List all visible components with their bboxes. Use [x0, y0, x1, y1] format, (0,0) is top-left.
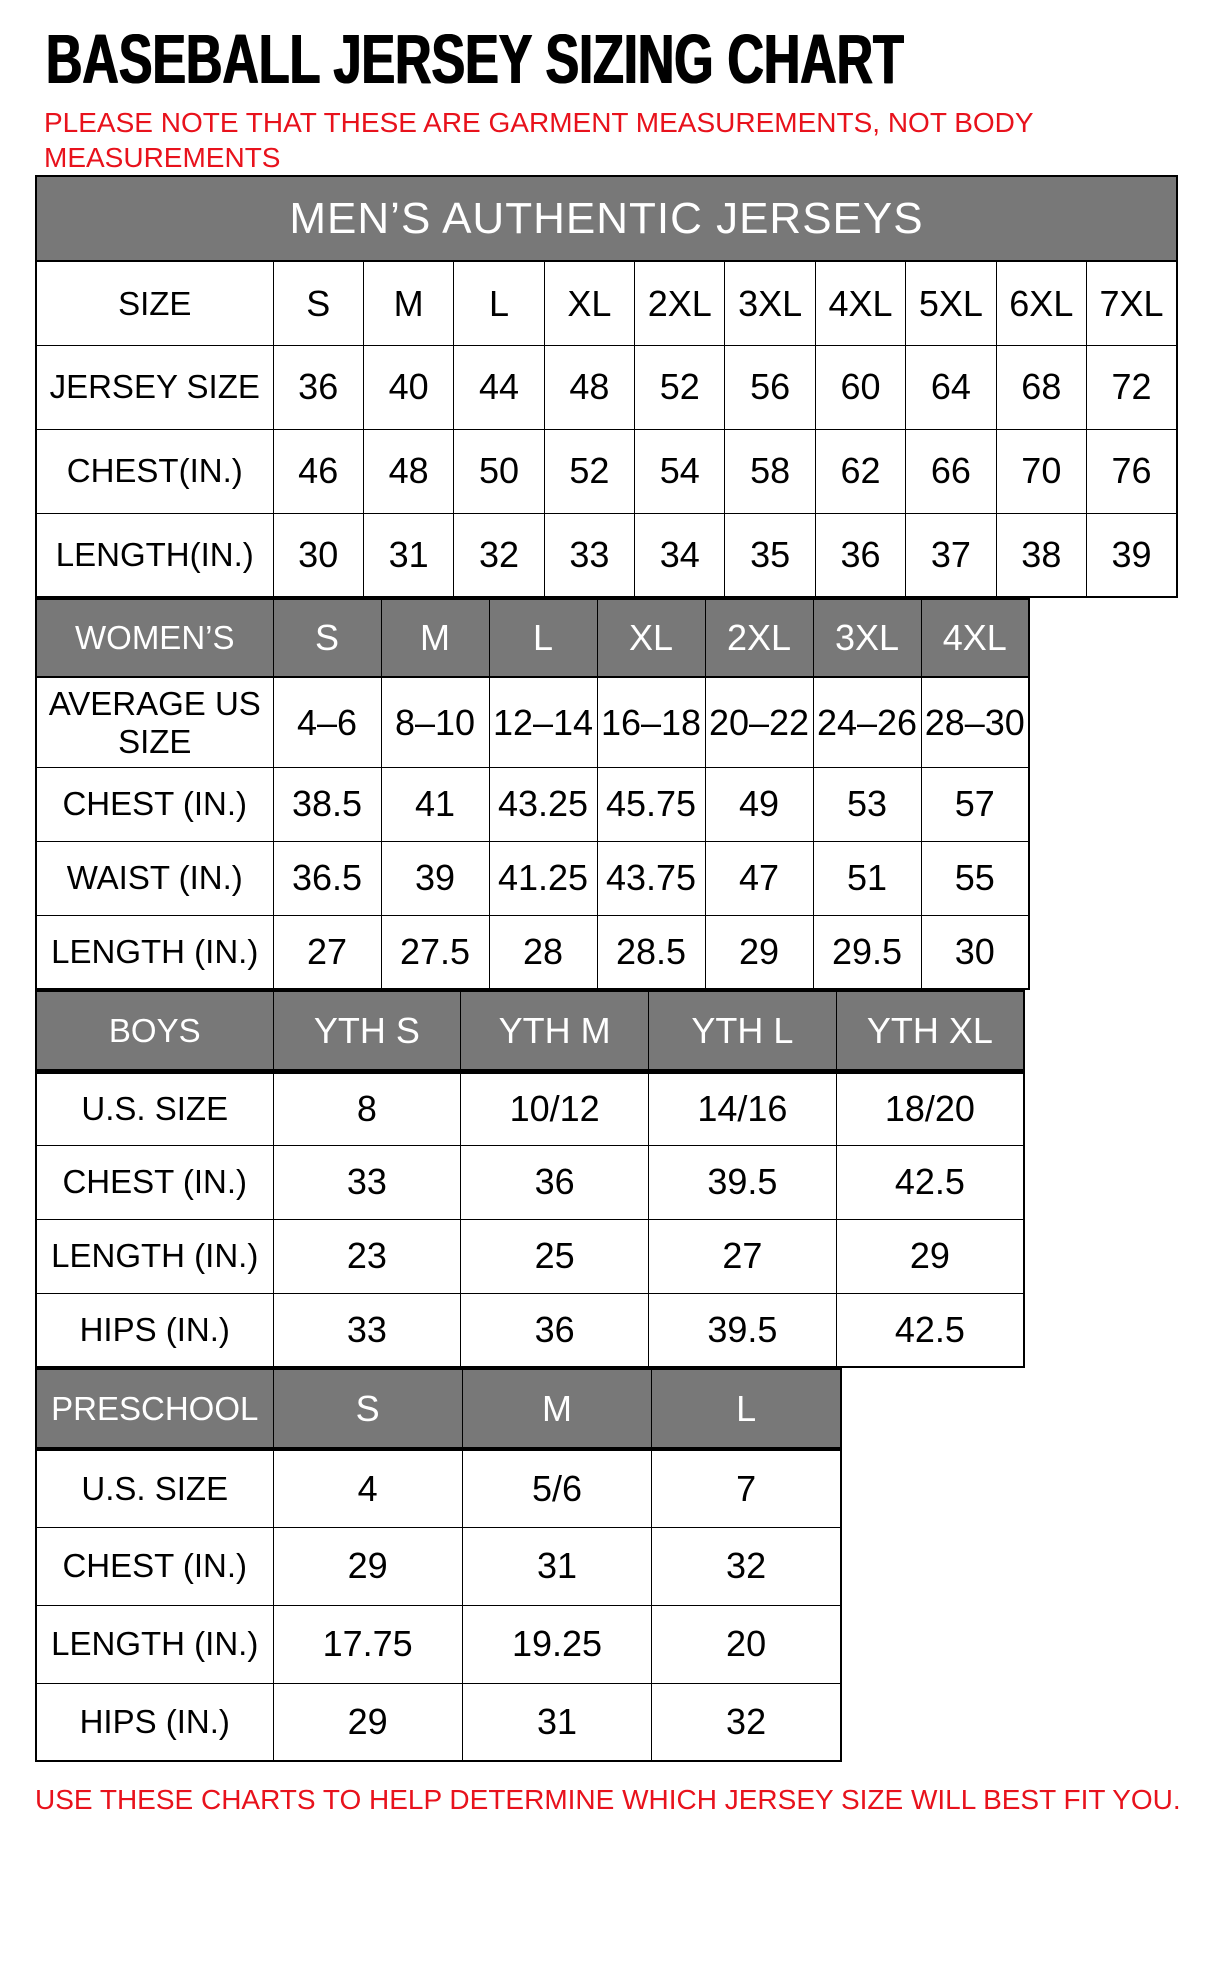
size-value-cell: 44	[454, 345, 544, 429]
size-value-cell: 29	[836, 1219, 1024, 1293]
size-value-cell: 70	[996, 429, 1086, 513]
column-header: YTH S	[273, 991, 461, 1071]
size-value-cell: 20–22	[705, 677, 813, 767]
size-value-cell: 16–18	[597, 677, 705, 767]
table-row	[36, 513, 1177, 597]
sizing-table-preschool	[35, 1368, 842, 1762]
size-value-cell: 25	[461, 1219, 649, 1293]
row-label: HIPS (IN.)	[36, 1293, 273, 1367]
size-value-cell: 60	[815, 345, 905, 429]
size-value-cell: 42.5	[836, 1293, 1024, 1367]
column-header: 3XL	[725, 261, 815, 345]
size-value-cell: 31	[462, 1683, 651, 1761]
garment-measurement-note: PLEASE NOTE THAT THESE ARE GARMENT MEASUREMENTS, NOT BODY MEASUREMENTS	[44, 107, 1034, 173]
sizing-table-womens	[35, 598, 1030, 990]
row-label: LENGTH (IN.)	[36, 915, 273, 989]
column-header: M	[381, 599, 489, 677]
size-value-cell: 32	[652, 1683, 841, 1761]
table-corner-label: SIZE	[36, 261, 273, 345]
table-title: MEN’S AUTHENTIC JERSEYS	[36, 176, 1177, 261]
table-row	[36, 1145, 1024, 1219]
row-label: CHEST(IN.)	[36, 429, 273, 513]
column-header: L	[489, 599, 597, 677]
size-value-cell: 14/16	[649, 1071, 837, 1145]
table-row	[36, 1527, 841, 1605]
size-value-cell: 30	[921, 915, 1029, 989]
size-value-cell: 58	[725, 429, 815, 513]
size-value-cell: 64	[906, 345, 996, 429]
size-value-cell: 50	[454, 429, 544, 513]
size-value-cell: 39.5	[649, 1293, 837, 1367]
table-row	[36, 677, 1029, 767]
size-value-cell: 12–14	[489, 677, 597, 767]
size-value-cell: 47	[705, 841, 813, 915]
row-label: U.S. SIZE	[36, 1449, 273, 1527]
size-value-cell: 56	[725, 345, 815, 429]
tables-container	[35, 175, 1220, 1762]
table-row	[36, 1683, 841, 1761]
size-value-cell: 52	[635, 345, 725, 429]
size-value-cell: 31	[363, 513, 453, 597]
size-value-cell: 38.5	[273, 767, 381, 841]
column-header: M	[462, 1369, 651, 1449]
row-label: CHEST (IN.)	[36, 1527, 273, 1605]
column-header: S	[273, 1369, 462, 1449]
row-label: JERSEY SIZE	[36, 345, 273, 429]
size-value-cell: 68	[996, 345, 1086, 429]
size-value-cell: 36	[273, 345, 363, 429]
size-value-cell: 48	[363, 429, 453, 513]
table-row	[36, 345, 1177, 429]
size-value-cell: 8–10	[381, 677, 489, 767]
column-header: S	[273, 261, 363, 345]
table-row	[36, 1219, 1024, 1293]
size-value-cell: 27	[649, 1219, 837, 1293]
column-header: XL	[544, 261, 634, 345]
row-label: LENGTH (IN.)	[36, 1219, 273, 1293]
page-title: BASEBALL JERSEY SIZING CHART	[46, 20, 904, 98]
size-value-cell: 35	[725, 513, 815, 597]
size-value-cell: 4	[273, 1449, 462, 1527]
size-value-cell: 66	[906, 429, 996, 513]
size-value-cell: 28–30	[921, 677, 1029, 767]
column-header: 2XL	[705, 599, 813, 677]
size-value-cell: 41	[381, 767, 489, 841]
size-value-cell: 28.5	[597, 915, 705, 989]
size-value-cell: 32	[652, 1527, 841, 1605]
size-value-cell: 29	[273, 1527, 462, 1605]
size-value-cell: 29	[705, 915, 813, 989]
column-header: M	[363, 261, 453, 345]
size-value-cell: 39.5	[649, 1145, 837, 1219]
size-value-cell: 30	[273, 513, 363, 597]
size-value-cell: 36	[461, 1145, 649, 1219]
table-row	[36, 1071, 1024, 1145]
size-value-cell: 43.25	[489, 767, 597, 841]
table-row	[36, 767, 1029, 841]
size-value-cell: 62	[815, 429, 905, 513]
table-corner-label: PRESCHOOL	[36, 1369, 273, 1449]
size-value-cell: 36.5	[273, 841, 381, 915]
size-value-cell: 18/20	[836, 1071, 1024, 1145]
size-value-cell: 57	[921, 767, 1029, 841]
table-row	[36, 841, 1029, 915]
row-label: WAIST (IN.)	[36, 841, 273, 915]
size-value-cell: 43.75	[597, 841, 705, 915]
size-value-cell: 23	[273, 1219, 461, 1293]
sizing-table-boys	[35, 990, 1025, 1368]
size-value-cell: 28	[489, 915, 597, 989]
column-header: 4XL	[921, 599, 1029, 677]
size-value-cell: 24–26	[813, 677, 921, 767]
column-header: 6XL	[996, 261, 1086, 345]
size-value-cell: 41.25	[489, 841, 597, 915]
size-value-cell: 5/6	[462, 1449, 651, 1527]
table-row	[36, 915, 1029, 989]
size-value-cell: 51	[813, 841, 921, 915]
size-value-cell: 4–6	[273, 677, 381, 767]
table-corner-label: BOYS	[36, 991, 273, 1071]
column-header: S	[273, 599, 381, 677]
size-value-cell: 33	[273, 1293, 461, 1367]
size-value-cell: 29.5	[813, 915, 921, 989]
size-value-cell: 29	[273, 1683, 462, 1761]
table-corner-label: WOMEN’S	[36, 599, 273, 677]
row-label: LENGTH(IN.)	[36, 513, 273, 597]
row-label: U.S. SIZE	[36, 1071, 273, 1145]
size-value-cell: 42.5	[836, 1145, 1024, 1219]
size-value-cell: 37	[906, 513, 996, 597]
size-value-cell: 38	[996, 513, 1086, 597]
size-value-cell: 19.25	[462, 1605, 651, 1683]
column-header: 3XL	[813, 599, 921, 677]
column-header: 2XL	[635, 261, 725, 345]
size-value-cell: 76	[1087, 429, 1177, 513]
size-value-cell: 33	[544, 513, 634, 597]
size-value-cell: 17.75	[273, 1605, 462, 1683]
size-value-cell: 53	[813, 767, 921, 841]
size-value-cell: 40	[363, 345, 453, 429]
size-value-cell: 36	[815, 513, 905, 597]
column-header: YTH L	[649, 991, 837, 1071]
sizing-table-mens	[35, 175, 1178, 598]
size-value-cell: 48	[544, 345, 634, 429]
size-value-cell: 34	[635, 513, 725, 597]
size-value-cell: 72	[1087, 345, 1177, 429]
size-value-cell: 8	[273, 1071, 461, 1145]
size-value-cell: 31	[462, 1527, 651, 1605]
size-value-cell: 45.75	[597, 767, 705, 841]
table-row	[36, 1293, 1024, 1367]
column-header: 4XL	[815, 261, 905, 345]
size-value-cell: 39	[381, 841, 489, 915]
footer-note: USE THESE CHARTS TO HELP DETERMINE WHICH JERSEY SIZE WILL BEST FIT YOU.	[35, 1784, 1181, 1816]
size-value-cell: 32	[454, 513, 544, 597]
size-value-cell: 7	[652, 1449, 841, 1527]
size-value-cell: 54	[635, 429, 725, 513]
size-value-cell: 33	[273, 1145, 461, 1219]
size-value-cell: 10/12	[461, 1071, 649, 1145]
row-label: LENGTH (IN.)	[36, 1605, 273, 1683]
table-row	[36, 429, 1177, 513]
column-header: YTH M	[461, 991, 649, 1071]
size-value-cell: 20	[652, 1605, 841, 1683]
size-value-cell: 55	[921, 841, 1029, 915]
size-value-cell: 46	[273, 429, 363, 513]
table-row	[36, 1449, 841, 1527]
size-value-cell: 36	[461, 1293, 649, 1367]
column-header: L	[454, 261, 544, 345]
size-value-cell: 27.5	[381, 915, 489, 989]
row-label: CHEST (IN.)	[36, 1145, 273, 1219]
table-row	[36, 1605, 841, 1683]
row-label: AVERAGE US SIZE	[36, 677, 273, 767]
size-value-cell: 49	[705, 767, 813, 841]
size-value-cell: 27	[273, 915, 381, 989]
column-header: L	[652, 1369, 841, 1449]
column-header: 7XL	[1087, 261, 1177, 345]
row-label: CHEST (IN.)	[36, 767, 273, 841]
column-header: 5XL	[906, 261, 996, 345]
size-value-cell: 52	[544, 429, 634, 513]
size-value-cell: 39	[1087, 513, 1177, 597]
column-header: XL	[597, 599, 705, 677]
row-label: HIPS (IN.)	[36, 1683, 273, 1761]
column-header: YTH XL	[836, 991, 1024, 1071]
